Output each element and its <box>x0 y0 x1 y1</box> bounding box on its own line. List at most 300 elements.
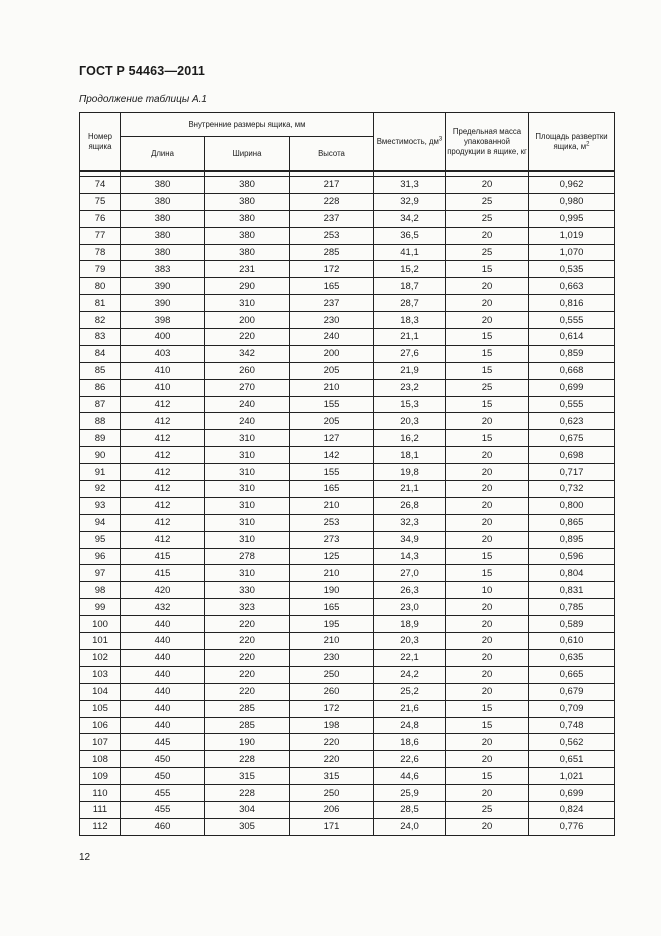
cell-area: 0,831 <box>529 582 615 599</box>
document-title: ГОСТ Р 54463—2011 <box>79 64 206 78</box>
cell-max-mass: 25 <box>446 379 529 396</box>
cell-length: 440 <box>121 717 205 734</box>
cell-width: 220 <box>205 666 290 683</box>
cell-length: 440 <box>121 666 205 683</box>
cell-capacity: 27,6 <box>374 345 446 362</box>
cell-capacity: 34,9 <box>374 531 446 548</box>
table-row <box>80 278 615 295</box>
cell-area: 0,800 <box>529 497 615 514</box>
cell-box-number: 106 <box>80 717 121 734</box>
cell-capacity: 21,1 <box>374 329 446 346</box>
cell-height: 210 <box>290 565 374 582</box>
cell-box-number: 107 <box>80 734 121 751</box>
cell-max-mass: 15 <box>446 329 529 346</box>
cell-capacity: 44,6 <box>374 768 446 785</box>
cell-box-number: 90 <box>80 447 121 464</box>
cell-max-mass: 15 <box>446 396 529 413</box>
cell-capacity: 26,8 <box>374 497 446 514</box>
table-row <box>80 345 615 362</box>
cell-width: 310 <box>205 295 290 312</box>
cell-box-number: 99 <box>80 599 121 616</box>
cell-height: 250 <box>290 666 374 683</box>
cell-area: 0,562 <box>529 734 615 751</box>
cell-capacity: 23,2 <box>374 379 446 396</box>
cell-height: 200 <box>290 345 374 362</box>
cell-height: 210 <box>290 633 374 650</box>
table-row <box>80 751 615 768</box>
table-row <box>80 430 615 447</box>
cell-area: 0,980 <box>529 193 615 210</box>
cell-width: 231 <box>205 261 290 278</box>
header-width: Ширина <box>205 137 290 172</box>
cell-length: 412 <box>121 514 205 531</box>
cell-width: 228 <box>205 785 290 802</box>
cell-width: 323 <box>205 599 290 616</box>
cell-area: 0,962 <box>529 177 615 194</box>
cell-max-mass: 20 <box>446 413 529 430</box>
cell-width: 220 <box>205 616 290 633</box>
cell-box-number: 77 <box>80 227 121 244</box>
cell-width: 380 <box>205 177 290 194</box>
cell-box-number: 112 <box>80 818 121 835</box>
cell-max-mass: 15 <box>446 261 529 278</box>
cell-area: 0,614 <box>529 329 615 346</box>
cell-area: 1,019 <box>529 227 615 244</box>
cell-width: 290 <box>205 278 290 295</box>
table-row <box>80 649 615 666</box>
cell-max-mass: 15 <box>446 768 529 785</box>
cell-max-mass: 25 <box>446 210 529 227</box>
cell-area: 0,668 <box>529 362 615 379</box>
cell-area: 0,675 <box>529 430 615 447</box>
cell-height: 172 <box>290 700 374 717</box>
cell-max-mass: 20 <box>446 177 529 194</box>
cell-capacity: 24,2 <box>374 666 446 683</box>
cell-capacity: 16,2 <box>374 430 446 447</box>
cell-max-mass: 15 <box>446 717 529 734</box>
cell-box-number: 111 <box>80 801 121 818</box>
cell-length: 380 <box>121 244 205 261</box>
cell-length: 412 <box>121 497 205 514</box>
cell-height: 125 <box>290 548 374 565</box>
cell-length: 383 <box>121 261 205 278</box>
cell-capacity: 15,3 <box>374 396 446 413</box>
cell-height: 205 <box>290 362 374 379</box>
cell-area: 0,816 <box>529 295 615 312</box>
cell-box-number: 103 <box>80 666 121 683</box>
cell-max-mass: 20 <box>446 649 529 666</box>
cell-capacity: 26,3 <box>374 582 446 599</box>
cell-length: 440 <box>121 616 205 633</box>
cell-width: 220 <box>205 683 290 700</box>
cell-length: 450 <box>121 768 205 785</box>
cell-max-mass: 20 <box>446 514 529 531</box>
cell-width: 380 <box>205 210 290 227</box>
cell-capacity: 27,0 <box>374 565 446 582</box>
cell-width: 220 <box>205 649 290 666</box>
cell-capacity: 28,5 <box>374 801 446 818</box>
cell-max-mass: 15 <box>446 700 529 717</box>
header-box-number: Номер ящика <box>80 113 121 172</box>
cell-capacity: 18,1 <box>374 447 446 464</box>
cell-height: 237 <box>290 295 374 312</box>
cell-area: 0,824 <box>529 801 615 818</box>
cell-max-mass: 20 <box>446 295 529 312</box>
cell-height: 240 <box>290 329 374 346</box>
table-row <box>80 616 615 633</box>
table-row <box>80 481 615 498</box>
cell-height: 230 <box>290 312 374 329</box>
cell-box-number: 87 <box>80 396 121 413</box>
cell-max-mass: 20 <box>446 312 529 329</box>
cell-box-number: 80 <box>80 278 121 295</box>
cell-capacity: 25,2 <box>374 683 446 700</box>
cell-capacity: 20,3 <box>374 413 446 430</box>
cell-box-number: 79 <box>80 261 121 278</box>
table-row <box>80 548 615 565</box>
cell-capacity: 18,7 <box>374 278 446 295</box>
cell-box-number: 76 <box>80 210 121 227</box>
table-row <box>80 413 615 430</box>
cell-max-mass: 20 <box>446 464 529 481</box>
cell-box-number: 83 <box>80 329 121 346</box>
cell-box-number: 98 <box>80 582 121 599</box>
table-row <box>80 193 615 210</box>
cell-area: 0,679 <box>529 683 615 700</box>
cell-height: 195 <box>290 616 374 633</box>
cell-capacity: 18,9 <box>374 616 446 633</box>
cell-width: 228 <box>205 751 290 768</box>
cell-max-mass: 20 <box>446 481 529 498</box>
table-row <box>80 497 615 514</box>
cell-width: 330 <box>205 582 290 599</box>
cell-capacity: 32,9 <box>374 193 446 210</box>
cell-width: 200 <box>205 312 290 329</box>
cell-capacity: 22,6 <box>374 751 446 768</box>
cell-width: 240 <box>205 413 290 430</box>
table-row <box>80 177 615 194</box>
cell-height: 210 <box>290 379 374 396</box>
cell-width: 190 <box>205 734 290 751</box>
header-area <box>529 113 615 172</box>
cell-box-number: 94 <box>80 514 121 531</box>
cell-height: 220 <box>290 734 374 751</box>
cell-max-mass: 20 <box>446 616 529 633</box>
cell-area: 0,555 <box>529 396 615 413</box>
cell-max-mass: 25 <box>446 244 529 261</box>
cell-capacity: 22,1 <box>374 649 446 666</box>
cell-box-number: 108 <box>80 751 121 768</box>
cell-max-mass: 25 <box>446 193 529 210</box>
cell-max-mass: 15 <box>446 565 529 582</box>
cell-height: 253 <box>290 227 374 244</box>
cell-height: 230 <box>290 649 374 666</box>
cell-capacity: 32,3 <box>374 514 446 531</box>
cell-width: 310 <box>205 481 290 498</box>
cell-box-number: 74 <box>80 177 121 194</box>
cell-max-mass: 15 <box>446 430 529 447</box>
cell-capacity: 21,6 <box>374 700 446 717</box>
cell-width: 305 <box>205 818 290 835</box>
cell-width: 315 <box>205 768 290 785</box>
cell-length: 440 <box>121 700 205 717</box>
cell-capacity: 31,3 <box>374 177 446 194</box>
cell-box-number: 100 <box>80 616 121 633</box>
cell-box-number: 110 <box>80 785 121 802</box>
cell-height: 165 <box>290 481 374 498</box>
cell-height: 220 <box>290 751 374 768</box>
cell-box-number: 75 <box>80 193 121 210</box>
cell-height: 127 <box>290 430 374 447</box>
cell-height: 165 <box>290 278 374 295</box>
cell-length: 440 <box>121 683 205 700</box>
cell-area: 0,699 <box>529 785 615 802</box>
cell-height: 155 <box>290 396 374 413</box>
table-row <box>80 396 615 413</box>
cell-area: 0,610 <box>529 633 615 650</box>
cell-capacity: 14,3 <box>374 548 446 565</box>
cell-max-mass: 15 <box>446 362 529 379</box>
cell-width: 278 <box>205 548 290 565</box>
cell-width: 220 <box>205 633 290 650</box>
table-row <box>80 362 615 379</box>
cell-box-number: 92 <box>80 481 121 498</box>
cell-height: 228 <box>290 193 374 210</box>
header-height: Высота <box>290 137 374 172</box>
cell-length: 420 <box>121 582 205 599</box>
cell-width: 240 <box>205 396 290 413</box>
header-internal-dimensions: Внутренние размеры ящика, мм <box>121 113 374 137</box>
cell-length: 415 <box>121 548 205 565</box>
header-area-text: Площадь развертки ящика, м <box>535 131 608 151</box>
cell-length: 380 <box>121 193 205 210</box>
cell-area: 0,732 <box>529 481 615 498</box>
cell-area: 0,859 <box>529 345 615 362</box>
cell-length: 412 <box>121 531 205 548</box>
cell-capacity: 24,0 <box>374 818 446 835</box>
cell-width: 310 <box>205 430 290 447</box>
cell-capacity: 18,3 <box>374 312 446 329</box>
cell-max-mass: 20 <box>446 818 529 835</box>
cell-area: 0,635 <box>529 649 615 666</box>
cell-max-mass: 20 <box>446 633 529 650</box>
cell-height: 142 <box>290 447 374 464</box>
cell-length: 432 <box>121 599 205 616</box>
cell-length: 412 <box>121 481 205 498</box>
table-row <box>80 683 615 700</box>
cell-box-number: 84 <box>80 345 121 362</box>
cell-box-number: 104 <box>80 683 121 700</box>
cell-max-mass: 20 <box>446 734 529 751</box>
cell-box-number: 89 <box>80 430 121 447</box>
cell-width: 270 <box>205 379 290 396</box>
cell-box-number: 85 <box>80 362 121 379</box>
cell-width: 310 <box>205 565 290 582</box>
cell-height: 171 <box>290 818 374 835</box>
cell-capacity: 20,3 <box>374 633 446 650</box>
cell-height: 273 <box>290 531 374 548</box>
cell-length: 380 <box>121 177 205 194</box>
cell-width: 220 <box>205 329 290 346</box>
cell-height: 315 <box>290 768 374 785</box>
cell-box-number: 86 <box>80 379 121 396</box>
cell-length: 412 <box>121 396 205 413</box>
cell-height: 260 <box>290 683 374 700</box>
cell-height: 250 <box>290 785 374 802</box>
cell-area: 0,776 <box>529 818 615 835</box>
cell-box-number: 105 <box>80 700 121 717</box>
cell-length: 412 <box>121 413 205 430</box>
header-area-exponent: 2 <box>586 140 590 147</box>
cell-box-number: 97 <box>80 565 121 582</box>
cell-length: 410 <box>121 379 205 396</box>
cell-area: 0,665 <box>529 666 615 683</box>
cell-capacity: 41,1 <box>374 244 446 261</box>
cell-length: 380 <box>121 210 205 227</box>
table-row <box>80 464 615 481</box>
table-row <box>80 312 615 329</box>
table-row <box>80 295 615 312</box>
cell-height: 285 <box>290 244 374 261</box>
header-capacity <box>374 113 446 172</box>
cell-area: 1,070 <box>529 244 615 261</box>
cell-area: 0,699 <box>529 379 615 396</box>
cell-box-number: 102 <box>80 649 121 666</box>
cell-max-mass: 20 <box>446 599 529 616</box>
cell-capacity: 19,8 <box>374 464 446 481</box>
cell-length: 445 <box>121 734 205 751</box>
cell-max-mass: 20 <box>446 751 529 768</box>
cell-height: 253 <box>290 514 374 531</box>
cell-length: 450 <box>121 751 205 768</box>
cell-width: 380 <box>205 244 290 261</box>
cell-length: 460 <box>121 818 205 835</box>
cell-length: 403 <box>121 345 205 362</box>
cell-max-mass: 25 <box>446 801 529 818</box>
cell-width: 260 <box>205 362 290 379</box>
cell-width: 310 <box>205 497 290 514</box>
cell-length: 415 <box>121 565 205 582</box>
cell-area: 0,535 <box>529 261 615 278</box>
cell-box-number: 101 <box>80 633 121 650</box>
cell-length: 380 <box>121 227 205 244</box>
cell-max-mass: 15 <box>446 345 529 362</box>
cell-width: 342 <box>205 345 290 362</box>
cell-box-number: 91 <box>80 464 121 481</box>
table-row <box>80 582 615 599</box>
cell-area: 0,709 <box>529 700 615 717</box>
cell-area: 0,555 <box>529 312 615 329</box>
cell-box-number: 109 <box>80 768 121 785</box>
cell-length: 455 <box>121 801 205 818</box>
cell-length: 440 <box>121 633 205 650</box>
cell-area: 0,785 <box>529 599 615 616</box>
cell-area: 0,698 <box>529 447 615 464</box>
table-row <box>80 227 615 244</box>
table-row <box>80 379 615 396</box>
cell-area: 0,623 <box>529 413 615 430</box>
cell-box-number: 96 <box>80 548 121 565</box>
cell-area: 1,021 <box>529 768 615 785</box>
cell-height: 155 <box>290 464 374 481</box>
cell-height: 198 <box>290 717 374 734</box>
cell-max-mass: 20 <box>446 227 529 244</box>
cell-length: 390 <box>121 278 205 295</box>
cell-height: 210 <box>290 497 374 514</box>
cell-capacity: 21,1 <box>374 481 446 498</box>
cell-length: 412 <box>121 447 205 464</box>
cell-box-number: 78 <box>80 244 121 261</box>
table-row <box>80 447 615 464</box>
cell-area: 0,804 <box>529 565 615 582</box>
cell-width: 380 <box>205 227 290 244</box>
cell-length: 412 <box>121 430 205 447</box>
cell-capacity: 24,8 <box>374 717 446 734</box>
cell-box-number: 93 <box>80 497 121 514</box>
cell-box-number: 82 <box>80 312 121 329</box>
cell-max-mass: 20 <box>446 531 529 548</box>
cell-max-mass: 10 <box>446 582 529 599</box>
cell-area: 0,717 <box>529 464 615 481</box>
cell-capacity: 18,6 <box>374 734 446 751</box>
cell-height: 206 <box>290 801 374 818</box>
table-row <box>80 700 615 717</box>
cell-width: 285 <box>205 717 290 734</box>
cell-length: 410 <box>121 362 205 379</box>
cell-length: 412 <box>121 464 205 481</box>
cell-area: 0,663 <box>529 278 615 295</box>
table-row <box>80 244 615 261</box>
table-row <box>80 768 615 785</box>
table-row <box>80 818 615 835</box>
cell-box-number: 81 <box>80 295 121 312</box>
cell-area: 0,995 <box>529 210 615 227</box>
cell-area: 0,748 <box>529 717 615 734</box>
header-max-mass: Предельная масса упакованной продукции в ящике, кг <box>446 113 529 172</box>
cell-height: 190 <box>290 582 374 599</box>
cell-max-mass: 15 <box>446 548 529 565</box>
cell-area: 0,589 <box>529 616 615 633</box>
cell-capacity: 21,9 <box>374 362 446 379</box>
table-row <box>80 633 615 650</box>
cell-capacity: 36,5 <box>374 227 446 244</box>
header-length: Длина <box>121 137 205 172</box>
cell-capacity: 25,9 <box>374 785 446 802</box>
table-row <box>80 717 615 734</box>
cell-width: 285 <box>205 700 290 717</box>
table-row <box>80 531 615 548</box>
table-row <box>80 210 615 227</box>
cell-area: 0,651 <box>529 751 615 768</box>
cell-width: 310 <box>205 514 290 531</box>
table-body <box>80 177 615 836</box>
cell-area: 0,596 <box>529 548 615 565</box>
table-row <box>80 785 615 802</box>
cell-capacity: 15,2 <box>374 261 446 278</box>
cell-max-mass: 20 <box>446 447 529 464</box>
cell-height: 205 <box>290 413 374 430</box>
cell-max-mass: 20 <box>446 683 529 700</box>
boxes-table <box>79 112 615 836</box>
cell-width: 310 <box>205 531 290 548</box>
cell-width: 310 <box>205 464 290 481</box>
cell-capacity: 23,0 <box>374 599 446 616</box>
table-row <box>80 261 615 278</box>
table-row <box>80 734 615 751</box>
cell-height: 172 <box>290 261 374 278</box>
cell-length: 455 <box>121 785 205 802</box>
cell-capacity: 34,2 <box>374 210 446 227</box>
